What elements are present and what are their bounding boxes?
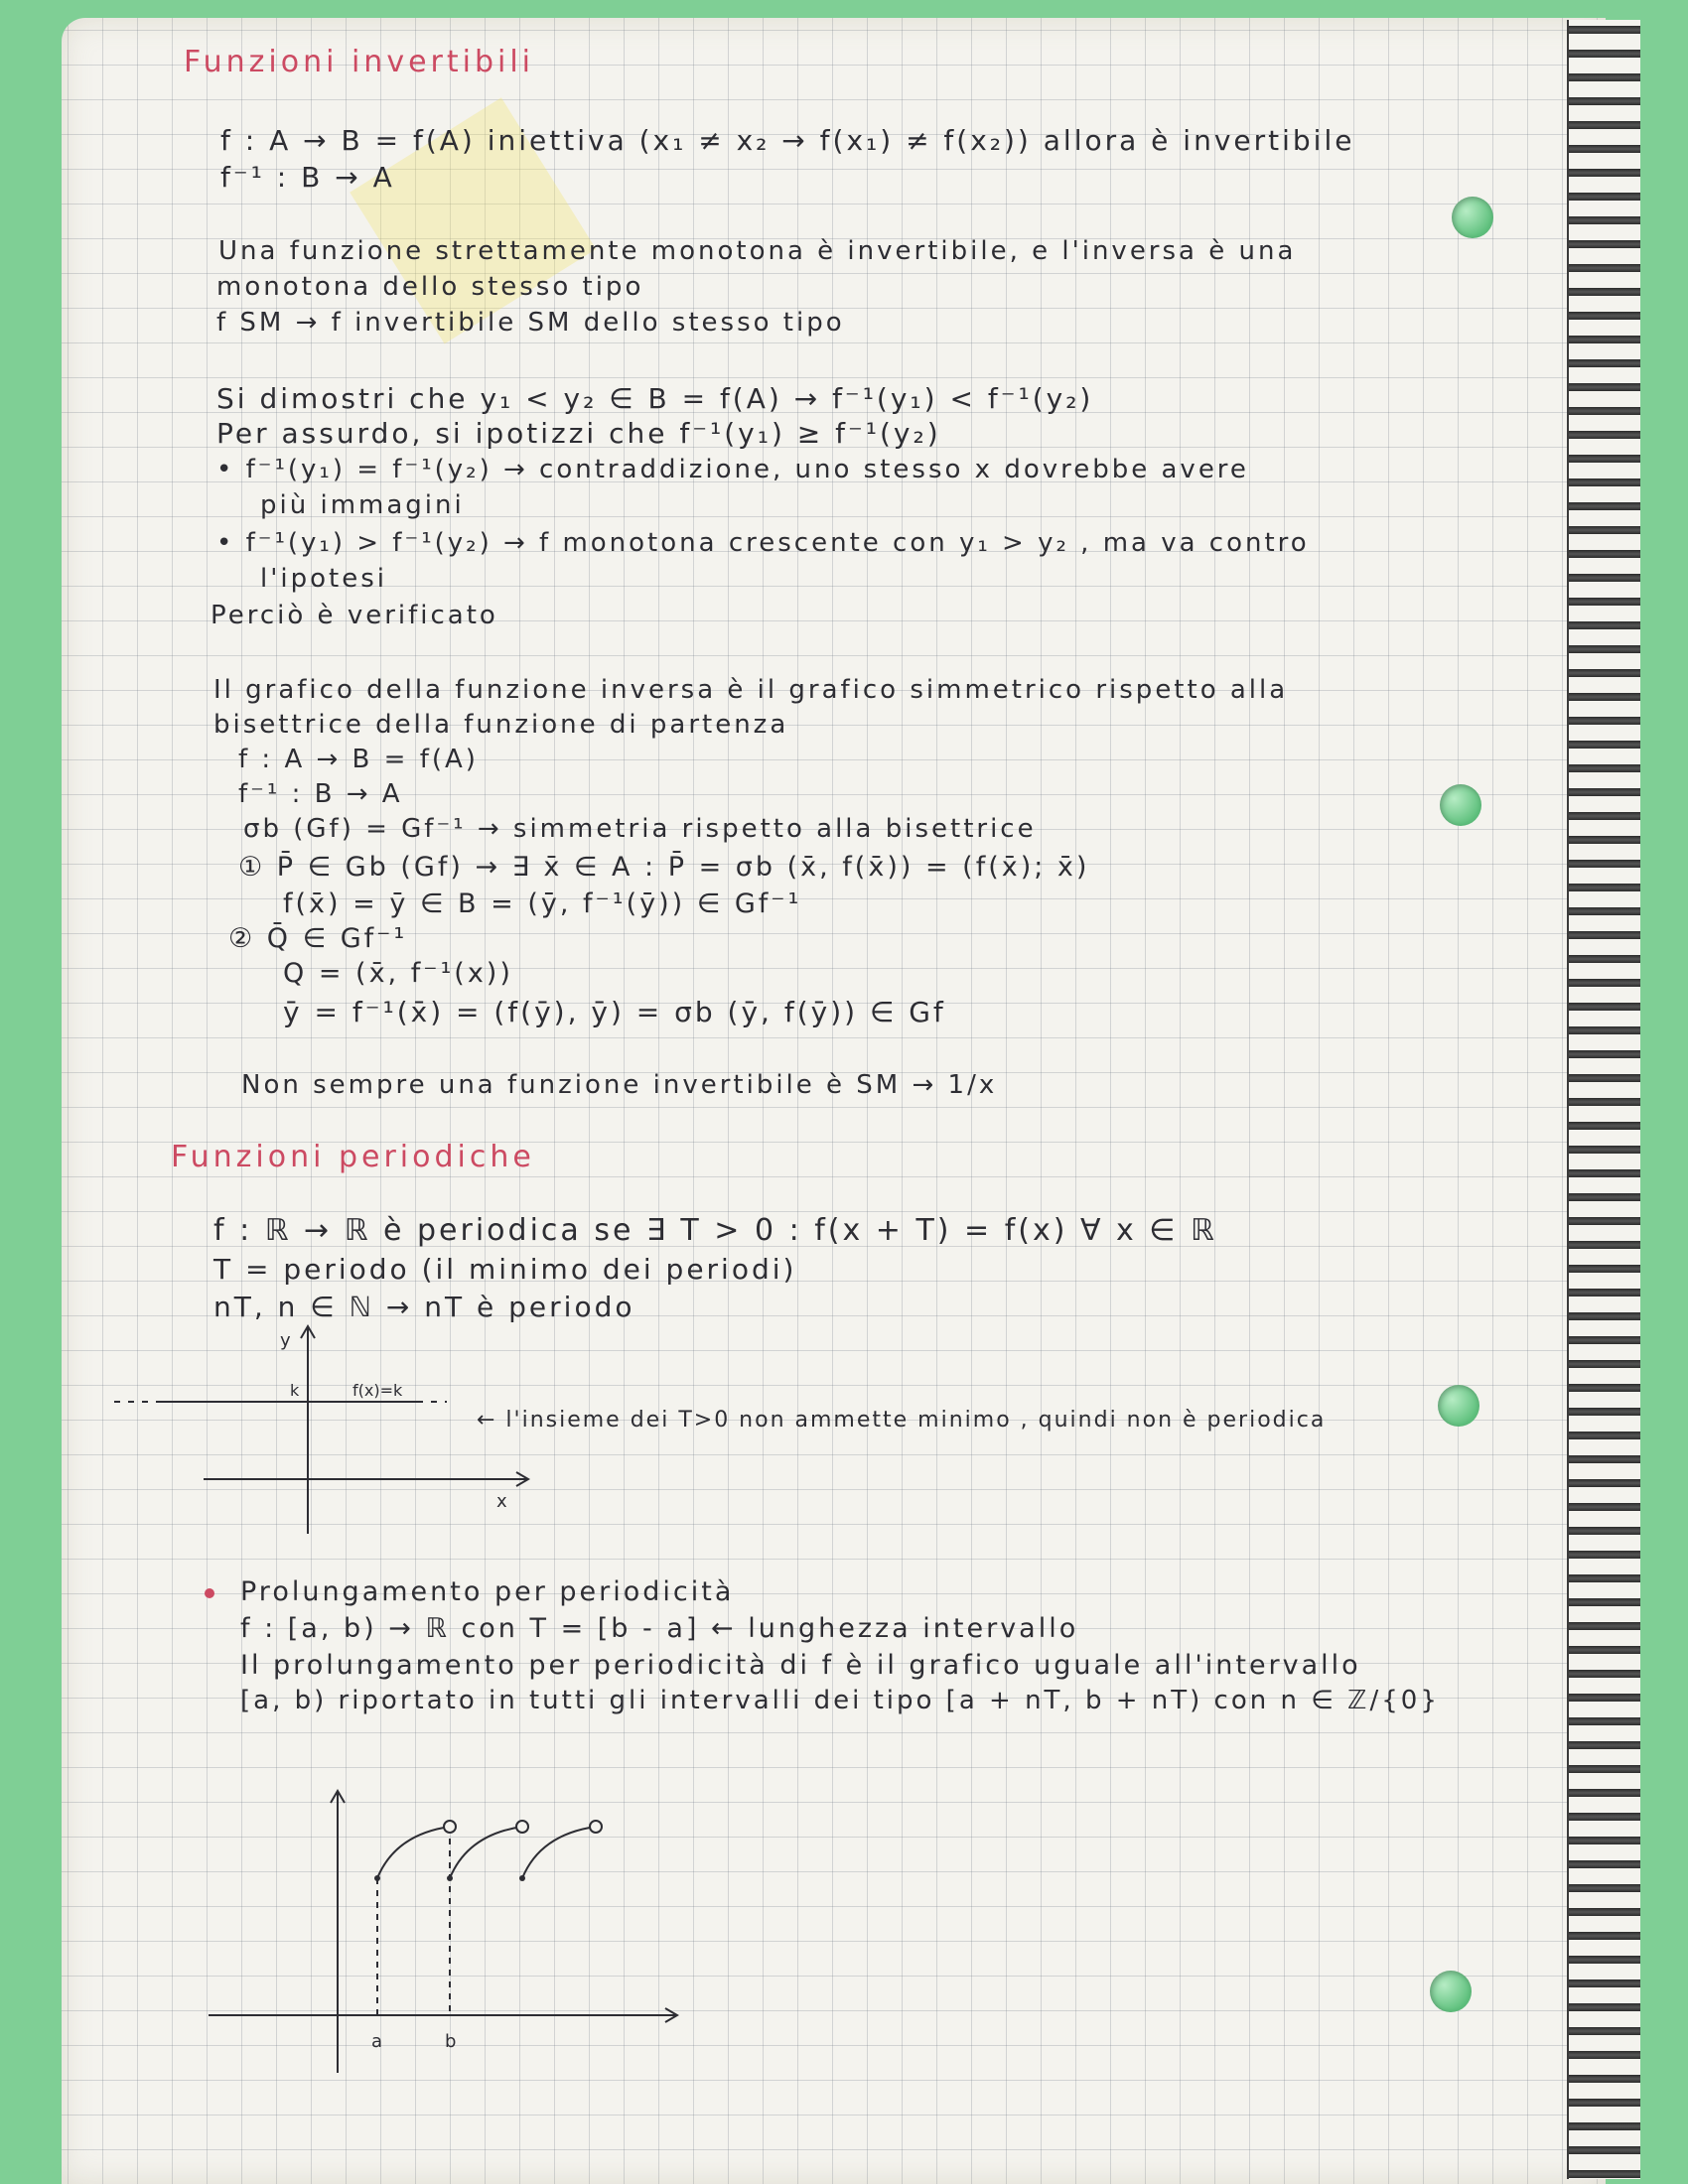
- k-label: k: [290, 1381, 300, 1400]
- text-line: monotona dello stesso tipo: [216, 272, 644, 302]
- function-label: f(x)=k: [352, 1381, 403, 1400]
- curve-segment: [377, 1827, 450, 1878]
- open-point: [516, 1821, 528, 1833]
- closed-point: [374, 1875, 380, 1881]
- text-line: Non sempre una funzione invertibile è SM → 1/x: [241, 1070, 998, 1100]
- text-line: σb (Gf) = Gf⁻¹ → simmetria rispetto alla bisettrice: [243, 814, 1037, 844]
- text-line: Perciò è verificato: [211, 601, 498, 630]
- text-line: T = periodo (il minimo dei periodi): [213, 1253, 797, 1286]
- x-axis-label: x: [496, 1491, 507, 1512]
- ring-hole: [1452, 197, 1493, 238]
- text-line: f⁻¹ : B → A: [238, 779, 403, 809]
- text-line: ① P̄ ∈ Gb (Gf) → ∃ x̄ ∈ A : P̄ = σb (x̄, f(x̄)) = (f(x̄); x̄): [238, 852, 1090, 883]
- bullet-point: [205, 1588, 214, 1598]
- text-line: nT, n ∈ ℕ → nT è periodo: [213, 1291, 635, 1323]
- b-label: b: [445, 2031, 457, 2052]
- text-line: f SM → f invertibile SM dello stesso tipo: [216, 308, 845, 338]
- text-line: Si dimostri che y₁ < y₂ ∈ B = f(A) → f⁻¹(y₁) < f⁻¹(y₂): [216, 382, 1094, 415]
- text-line: • f⁻¹(y₁) = f⁻¹(y₂) → contraddizione, uno stesso x dovrebbe avere: [216, 455, 1249, 484]
- text-line: Per assurdo, si ipotizzi che f⁻¹(y₁) ≥ f⁻¹(y₂): [216, 417, 941, 450]
- heading-funzioni-periodiche: Funzioni periodiche: [171, 1140, 535, 1174]
- constant-function-graph: [159, 1320, 507, 1539]
- ring-hole: [1440, 784, 1481, 826]
- text-line: Prolungamento per periodicità: [240, 1576, 735, 1607]
- text-line: Il grafico della funzione inversa è il grafico simmetrico rispetto alla: [213, 675, 1289, 705]
- text-line: • f⁻¹(y₁) > f⁻¹(y₂) → f monotona crescente con y₁ > y₂ , ma va contro: [216, 528, 1310, 558]
- text-line: Una funzione strettamente monotona è invertibile, e l'inversa è una: [218, 236, 1297, 266]
- text-line: f : A → B = f(A): [238, 745, 479, 774]
- text-line: [a, b) riportato in tutti gli intervalli dei tipo [a + nT, b + nT) con n ∈ ℤ/{0}: [240, 1686, 1440, 1715]
- curve-segment: [522, 1827, 596, 1878]
- open-point: [444, 1821, 456, 1833]
- text-line: f(x̄) = ȳ ∈ B = (ȳ, f⁻¹(ȳ)) ∈ Gf⁻¹: [283, 888, 802, 919]
- open-point: [590, 1821, 602, 1833]
- text-line: Il prolungamento per periodicità di f è il grafico uguale all'intervallo: [240, 1650, 1361, 1681]
- text-line: ② Q̄ ∈ Gf⁻¹: [228, 923, 408, 954]
- text-line: f : A → B = f(A) iniettiva (x₁ ≠ x₂ → f(x₁) ≠ f(x₂)) allora è invertibile: [220, 124, 1355, 157]
- curve-segment: [450, 1827, 522, 1878]
- text-line: ȳ = f⁻¹(x̄) = (f(ȳ), ȳ) = σb (ȳ, f(ȳ)) ∈ Gf: [283, 996, 946, 1028]
- y-axis-label: y: [280, 1330, 291, 1351]
- text-line: f : ℝ → ℝ è periodica se ∃ T > 0 : f(x + T) = f(x) ∀ x ∈ ℝ: [213, 1213, 1217, 1248]
- text-line: bisettrice della funzione di partenza: [213, 710, 789, 740]
- a-label: a: [371, 2031, 383, 2052]
- text-line: l'ipotesi: [260, 564, 387, 594]
- text-line: f⁻¹ : B → A: [220, 161, 395, 194]
- periodic-extension-graph: [199, 1777, 695, 2075]
- closed-point: [519, 1875, 525, 1881]
- ring-hole: [1430, 1971, 1472, 2012]
- text-line: più immagini: [260, 490, 465, 520]
- text-line: ← l'insieme dei T>0 non ammette minimo , quindi non è periodica: [477, 1408, 1327, 1433]
- text-line: Q = (x̄, f⁻¹(x)): [283, 958, 513, 989]
- ring-hole: [1438, 1385, 1479, 1427]
- text-line: f : [a, b) → ℝ con T = [b - a] ← lunghezza intervallo: [240, 1613, 1079, 1644]
- heading-funzioni-invertibili: Funzioni invertibili: [184, 45, 535, 79]
- closed-point: [447, 1875, 453, 1881]
- spiral-binding: [1567, 20, 1640, 2179]
